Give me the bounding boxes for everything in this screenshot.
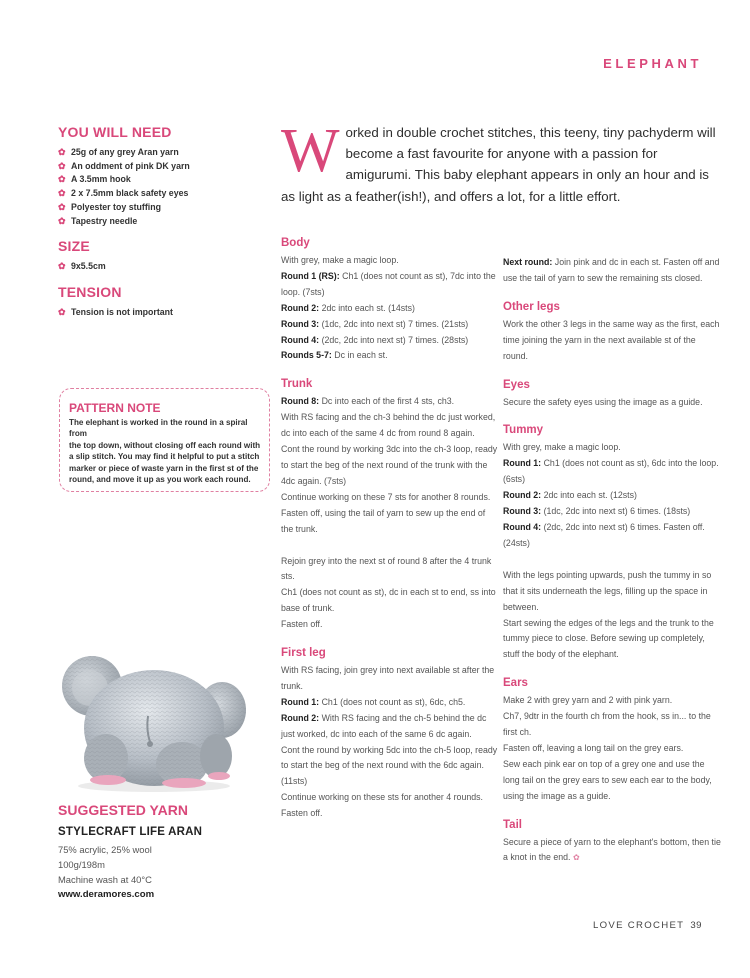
pink-foot: [90, 775, 126, 785]
yarn-detail: 75% acrylic, 25% wool: [58, 844, 152, 855]
instruction: Round 2: 2dc into each st. (12sts): [503, 490, 637, 501]
list-item: [58, 187, 278, 201]
instruction: Ch1 (does not count as st), dc in each st to end, ss into base of trunk.: [281, 587, 496, 614]
pattern-note-box: [59, 388, 270, 492]
star-bullet-icon: ✿: [58, 174, 66, 185]
instruction: Make 2 with grey yarn and 2 with pink yarn.: [503, 695, 673, 706]
instruction: With grey, make a magic loop.: [503, 442, 621, 453]
drop-cap: W: [281, 117, 340, 185]
section-heading: Body: [281, 237, 310, 249]
instruction: Rejoin grey into the next st of round 8 after the 4 trunk sts.: [281, 555, 492, 582]
list-item: [58, 160, 278, 174]
instruction: Round 4: (2dc, 2dc into next st) 6 times. Fasten off. (24sts): [503, 521, 705, 548]
leg: [200, 734, 232, 778]
note-line: marker or piece of waste yarn in the first st of the: [69, 463, 259, 473]
instruction: Sew each pink ear on top of a grey one and use the long tail on the grey ears to sew each ear to the body, using the image as a guide.: [503, 758, 712, 801]
instruction: Start sewing the edges of the legs and the trunk to the tummy piece to close. Before sewing up completely, stuff the body of the elephant.: [503, 617, 714, 660]
tail-section: [503, 819, 721, 867]
list-item-text: Tapestry needle: [71, 215, 138, 226]
instruction: With the legs pointing upwards, push the tummy in so that it sits underneath the legs, filling up the space in between.: [503, 569, 712, 612]
star-bullet-icon: ✿: [58, 215, 66, 226]
list-item-text: Polyester toy stuffing: [71, 201, 161, 212]
section-heading: Other legs: [503, 300, 560, 313]
page-number: 39: [690, 920, 702, 931]
list-item-text: 9x5.5cm: [71, 261, 106, 272]
elephant-photo: [56, 646, 248, 792]
star-bullet-icon: ✿: [58, 147, 66, 157]
body-section: [281, 237, 499, 364]
list-item: [58, 173, 278, 187]
section-heading: Ears: [503, 677, 528, 690]
pattern-column-left: [281, 237, 499, 822]
list-item: [58, 201, 278, 215]
magazine-name: LOVE CROCHET: [593, 920, 685, 931]
page-footer: [593, 920, 702, 931]
instruction: Round 1: Ch1 (does not count as st), 6dc, ch5.: [281, 696, 466, 707]
note-line: round, and move it up as you work each round.: [69, 475, 251, 485]
size-heading: SIZE: [58, 238, 90, 255]
pink-foot: [208, 772, 230, 780]
first-leg-section: [281, 647, 499, 822]
star-bullet-icon: ✿: [58, 201, 66, 212]
intro-text: orked in double crochet stitches, this teeny, tiny pachyderm will become a fast favourite for anyone with a passion for amigurumi. This baby elephant appears in only an hour and is as light as a feather(ish!), and offers a lot, for a little effort.: [281, 125, 716, 204]
instruction: Secure a piece of yarn to the elephant's bottom, then tie a knot in the end. ✿: [503, 836, 721, 863]
instruction: Round 3: (1dc, 2dc into next st) 7 times. (21sts): [281, 318, 469, 329]
instruction: Ch7, 9dtr in the fourth ch from the hook, ss in... to the first ch.: [503, 711, 711, 738]
instruction: With grey, make a magic loop.: [281, 255, 399, 265]
instruction: Cont the round by working 3dc into the ch-3 loop, ready to start the beg of the next round of the trunk with the 4dc again. (7sts): [281, 444, 498, 486]
tension-heading: TENSION: [58, 283, 122, 300]
suggested-yarn-heading: SUGGESTED YARN: [58, 802, 188, 818]
you-will-need-heading: YOU WILL NEED: [58, 124, 172, 140]
instruction: Cont the round by working 5dc into the ch-5 loop, ready to start the beg of the next round with the 6dc again. (11sts): [281, 744, 498, 787]
list-item: [58, 260, 278, 274]
other-legs-section: [503, 301, 721, 365]
instruction: Continue working on these sts for another 4 rounds.: [281, 792, 483, 803]
ears-section: [503, 677, 721, 804]
list-item-text: 2 x 7.5mm black safety eyes: [71, 188, 189, 199]
instruction: Round 1: Ch1 (does not count as st), 6dc into the loop. (6sts): [503, 458, 719, 485]
end-mark-icon: ✿: [572, 853, 580, 863]
instruction: Round 2: With RS facing and the ch-5 behind the dc just worked, dc into each of the same 6 dc again.: [281, 712, 487, 739]
note-line: a slip stitch. You may find it helpful to put a stitch: [69, 452, 260, 462]
yarn-website-link[interactable]: www.deramores.com: [58, 889, 155, 900]
star-bullet-icon: ✿: [58, 306, 66, 317]
star-bullet-icon: ✿: [58, 188, 66, 199]
instruction: Fasten off, using the tail of yarn to sew up the end of the trunk.: [281, 507, 486, 534]
materials-list: [58, 146, 278, 228]
instruction: Continue working on these 7 sts for another 8 rounds.: [281, 491, 491, 502]
instruction: Secure the safety eyes using the image as a guide.: [503, 396, 703, 407]
sidebar: [58, 124, 278, 330]
instruction: Work the other 3 legs in the same way as the first, each time joining the yarn in the next available st of the round.: [503, 318, 720, 361]
list-item-text: A 3.5mm hook: [71, 174, 131, 185]
yarn-name: STYLECRAFT LIFE ARAN: [58, 826, 203, 838]
pattern-note-body: [69, 417, 261, 485]
note-line: the top down, without closing off each round with: [69, 440, 261, 450]
list-item-text: An oddment of pink DK yarn: [71, 160, 190, 171]
instruction: Round 3: (1dc, 2dc into next st) 6 times. (18sts): [503, 506, 691, 517]
instruction: With RS facing and the ch-3 behind the dc just worked, dc into each of the same 4 dc from round 8 again.: [281, 412, 496, 439]
list-item: [58, 215, 278, 229]
pattern-column-right: [503, 237, 721, 866]
list-item-text: Tension is not important: [71, 306, 173, 317]
yarn-detail: Machine wash at 40°C: [58, 874, 152, 885]
pink-foot: [162, 778, 206, 788]
instruction: Rounds 5-7: Dc in each st.: [281, 350, 388, 361]
instruction: Next round: Join pink and dc in each st. Fasten off and use the tail of yarn to sew the remaining sts closed.: [503, 257, 720, 283]
instruction: Round 8: Dc into each of the first 4 sts, ch3.: [281, 396, 455, 407]
size-list: [58, 260, 278, 274]
list-item: [58, 146, 278, 160]
section-heading: Trunk: [281, 378, 313, 391]
suggested-yarn: [58, 802, 268, 902]
note-line: The elephant is worked in the round in a spiral from: [69, 418, 248, 439]
section-heading: First leg: [281, 647, 326, 660]
pattern-note-title: PATTERN NOTE: [69, 401, 161, 415]
star-bullet-icon: ✿: [58, 261, 66, 272]
next-round-section: [503, 255, 721, 287]
section-heading: Tummy: [503, 424, 544, 437]
section-heading: Eyes: [503, 378, 530, 391]
instruction: Fasten off.: [281, 808, 323, 819]
list-item: [58, 306, 278, 320]
star-bullet-icon: ✿: [58, 160, 66, 171]
trunk-section: [281, 378, 499, 633]
tummy-section: [503, 424, 721, 663]
instruction: Round 4: (2dc, 2dc into next st) 7 times. (28sts): [281, 334, 469, 345]
list-item-text: 25g of any grey Aran yarn: [71, 147, 179, 157]
yarn-detail: 100g/198m: [58, 859, 105, 870]
tension-list: [58, 306, 278, 320]
intro-paragraph: [281, 117, 721, 207]
section-heading: Tail: [503, 818, 522, 831]
instruction: Round 2: 2dc into each st. (14sts): [281, 302, 415, 313]
eyes-section: [503, 379, 721, 411]
section-title: ELEPHANT: [603, 56, 702, 71]
instruction: With RS facing, join grey into next available st after the trunk.: [281, 665, 495, 691]
instruction: Round 1 (RS): Ch1 (does not count as st), 7dc into the loop. (7sts): [281, 270, 496, 297]
instruction: Fasten off, leaving a long tail on the grey ears.: [503, 742, 684, 753]
instruction: Fasten off.: [281, 619, 323, 630]
